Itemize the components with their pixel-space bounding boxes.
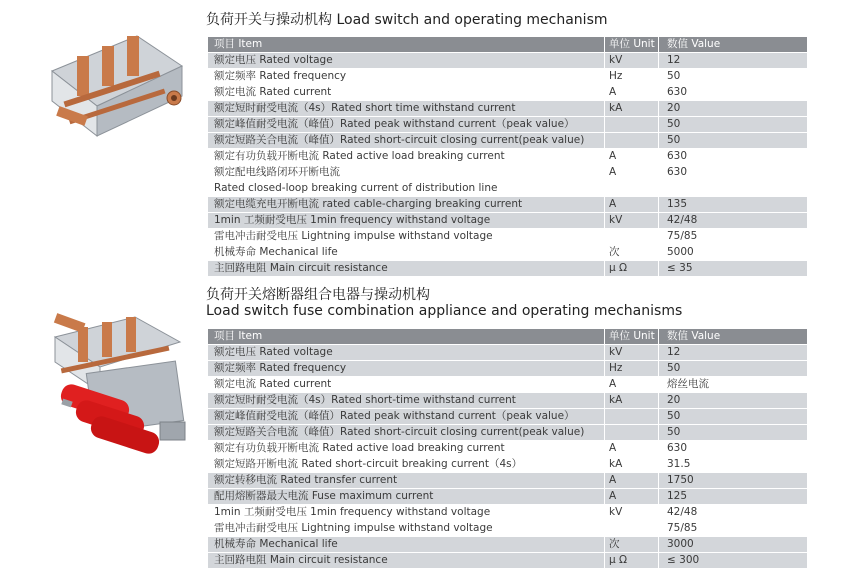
row-item: 额定有功负载开断电流 Rated active load breaking current (208, 441, 605, 457)
row-item: 配用熔断器最大电流 Fuse maximum current (208, 489, 605, 505)
row-item: 额定峰值耐受电流（峰值）Rated peak withstand current（peak value） (208, 117, 605, 133)
row-value: 50 (659, 425, 808, 441)
row-value: 50 (659, 69, 808, 85)
row-item: 额定短时耐受电流（4s）Rated short-time withstand current (208, 393, 605, 409)
row-unit: A (605, 473, 659, 489)
row-item: 雷电冲击耐受电压 Lightning impulse withstand voltage (208, 521, 605, 537)
header-item: 项目 Item (208, 329, 605, 345)
row-value: 630 (659, 441, 808, 457)
row-value: 熔丝电流 (659, 377, 808, 393)
section2-title-en: Load switch fuse combination appliance and operating mechanisms (206, 303, 683, 319)
row-unit (605, 181, 659, 197)
row-unit: kV (605, 505, 659, 521)
fuse-combination-image (40, 312, 195, 464)
row-value: 1750 (659, 473, 808, 489)
row-item: 额定短路关合电流（峰值）Rated short-circuit closing current(peak value) (208, 425, 605, 441)
row-item: 额定电流 Rated current (208, 85, 605, 101)
section1-title: 负荷开关与操动机构 Load switch and operating mechanism (206, 12, 608, 28)
table-row (208, 345, 807, 361)
table-row (208, 409, 807, 425)
row-item: 额定配电线路闭环开断电流 (208, 165, 605, 181)
row-value: ≤ 35 (659, 261, 808, 277)
row-unit (605, 117, 659, 133)
row-item: 额定电缆充电开断电流 rated cable-charging breaking current (208, 197, 605, 213)
row-unit: A (605, 441, 659, 457)
row-item: 额定短路开断电流 Rated short-circuit breaking current（4s） (208, 457, 605, 473)
row-value: 630 (659, 85, 808, 101)
row-unit: kV (605, 345, 659, 361)
row-value: 125 (659, 489, 808, 505)
row-item: 机械寿命 Mechanical life (208, 537, 605, 553)
row-item: 额定电压 Rated voltage (208, 53, 605, 69)
table-row (208, 473, 807, 489)
row-unit: kA (605, 393, 659, 409)
row-value: 630 (659, 165, 808, 181)
row-item: 额定电流 Rated current (208, 377, 605, 393)
load-switch-image (42, 26, 192, 152)
row-unit: A (605, 165, 659, 181)
row-item: 额定电压 Rated voltage (208, 345, 605, 361)
table-row (208, 393, 807, 409)
table-row (208, 489, 807, 505)
row-item: 额定有功负载开断电流 Rated active load breaking current (208, 149, 605, 165)
row-unit: kA (605, 101, 659, 117)
row-value: 50 (659, 409, 808, 425)
table-row (208, 441, 807, 457)
row-value: 5000 (659, 245, 808, 261)
table-row (208, 425, 807, 441)
row-value: 20 (659, 393, 808, 409)
table-row (208, 457, 807, 473)
header-unit: 单位 Unit (605, 37, 659, 53)
table-row (208, 521, 807, 537)
row-unit: A (605, 85, 659, 101)
row-unit: A (605, 197, 659, 213)
row-item: 机械寿命 Mechanical life (208, 245, 605, 261)
row-value: 630 (659, 149, 808, 165)
row-unit: A (605, 489, 659, 505)
row-value: 12 (659, 345, 808, 361)
row-unit (605, 521, 659, 537)
table-row (208, 85, 807, 101)
table-row (208, 149, 807, 165)
row-unit: μ Ω (605, 261, 659, 277)
header-unit: 单位 Unit (605, 329, 659, 345)
row-value: 50 (659, 361, 808, 377)
header-value: 数值 Value (659, 37, 808, 53)
row-unit: 次 (605, 537, 659, 553)
row-item: 主回路电阻 Main circuit resistance (208, 553, 605, 569)
table-row (208, 537, 807, 553)
table-row (208, 261, 807, 277)
table-row (208, 117, 807, 133)
section2-title-cn: 负荷开关熔断器组合电器与操动机构 (206, 287, 430, 303)
row-unit: μ Ω (605, 553, 659, 569)
section1-spec-table (208, 37, 807, 277)
row-item: 1min 工频耐受电压 1min frequency withstand voltage (208, 505, 605, 521)
row-unit: A (605, 377, 659, 393)
table-header-row (208, 37, 807, 53)
header-value: 数值 Value (659, 329, 808, 345)
row-item: Rated closed-loop breaking current of distribution line (208, 181, 605, 197)
row-unit: Hz (605, 361, 659, 377)
row-item: 额定峰值耐受电流（峰值）Rated peak withstand current（peak value） (208, 409, 605, 425)
table-row (208, 181, 807, 197)
table-row (208, 229, 807, 245)
table-row (208, 101, 807, 117)
row-value: 3000 (659, 537, 808, 553)
row-unit: Hz (605, 69, 659, 85)
row-unit (605, 425, 659, 441)
row-item: 额定频率 Rated frequency (208, 69, 605, 85)
table-row (208, 505, 807, 521)
row-item: 主回路电阻 Main circuit resistance (208, 261, 605, 277)
row-value: 31.5 (659, 457, 808, 473)
row-unit (605, 133, 659, 149)
row-unit: kV (605, 53, 659, 69)
row-item: 额定转移电流 Rated transfer current (208, 473, 605, 489)
row-value: 50 (659, 117, 808, 133)
row-item: 额定短时耐受电流（4s）Rated short time withstand current (208, 101, 605, 117)
table-row (208, 553, 807, 569)
row-value: 135 (659, 197, 808, 213)
table-row (208, 165, 807, 181)
table-row (208, 133, 807, 149)
row-item: 额定短路关合电流（峰值）Rated short-circuit closing current(peak value) (208, 133, 605, 149)
row-value: ≤ 300 (659, 553, 808, 569)
table-row (208, 213, 807, 229)
table-row (208, 53, 807, 69)
header-item: 项目 Item (208, 37, 605, 53)
row-value: 75/85 (659, 229, 808, 245)
row-value: 20 (659, 101, 808, 117)
row-item: 额定频率 Rated frequency (208, 361, 605, 377)
section2-spec-table (208, 329, 807, 569)
row-unit: kV (605, 213, 659, 229)
row-value: 12 (659, 53, 808, 69)
row-item: 1min 工频耐受电压 1min frequency withstand voltage (208, 213, 605, 229)
table-row (208, 361, 807, 377)
row-unit (605, 409, 659, 425)
table-row (208, 245, 807, 261)
row-value: 50 (659, 133, 808, 149)
row-unit: A (605, 149, 659, 165)
table-header-row (208, 329, 807, 345)
row-value: 42/48 (659, 213, 808, 229)
row-item: 雷电冲击耐受电压 Lightning impulse withstand voltage (208, 229, 605, 245)
row-unit: kA (605, 457, 659, 473)
row-unit (605, 229, 659, 245)
row-value: 75/85 (659, 521, 808, 537)
table-row (208, 197, 807, 213)
row-value (659, 181, 808, 197)
row-unit: 次 (605, 245, 659, 261)
table-row (208, 377, 807, 393)
row-value: 42/48 (659, 505, 808, 521)
table-row (208, 69, 807, 85)
